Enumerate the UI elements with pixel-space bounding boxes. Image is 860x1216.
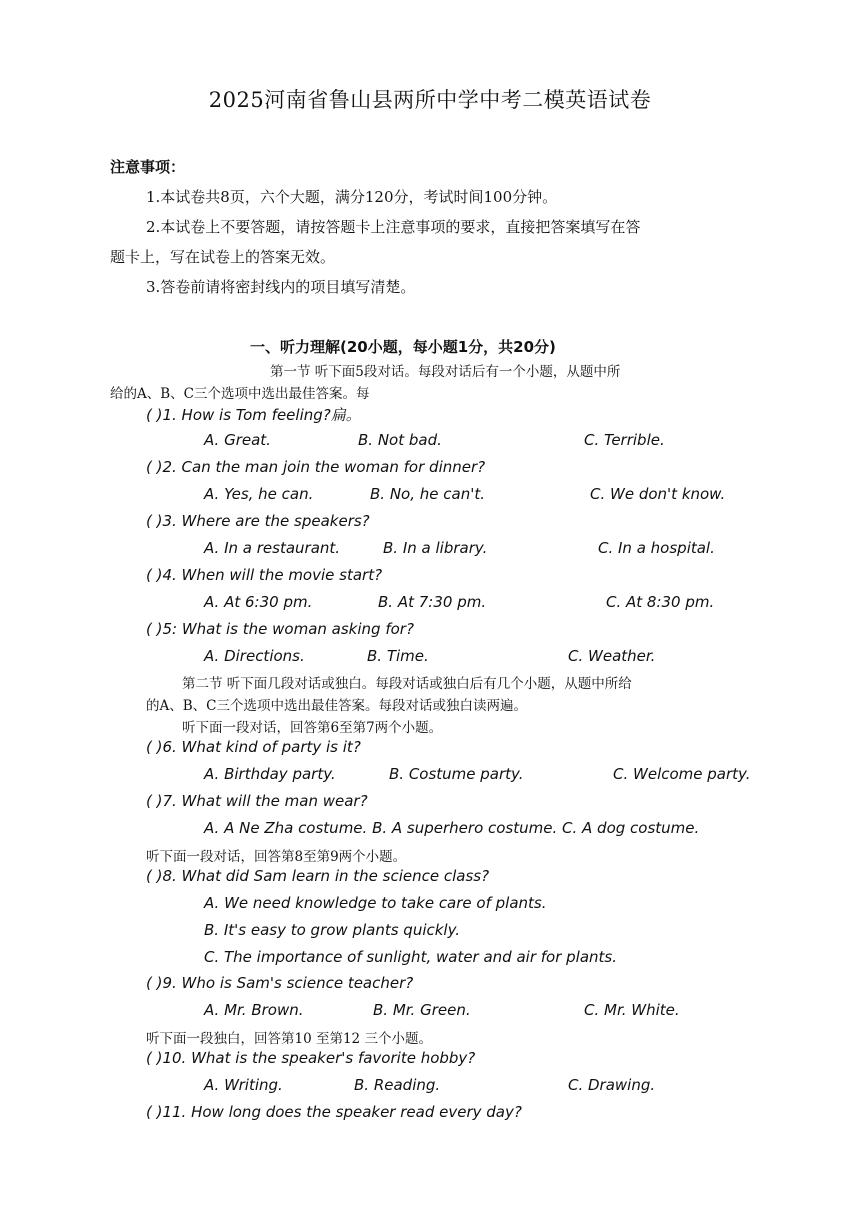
q4-option-a: A. At 6:30 pm. [204, 593, 313, 611]
q9-option-b: B. Mr. Green. [373, 1001, 471, 1019]
q3-option-b: B. In a library. [383, 539, 488, 557]
q10-option-c: C. Drawing. [568, 1076, 656, 1094]
question-10: ( )10. What is the speaker's favorite hobby? [146, 1049, 476, 1067]
q2-option-c: C. We don't know. [590, 485, 726, 503]
question-8: ( )8. What did Sam learn in the science class? [146, 867, 490, 885]
part1-instruction-cont: 给的A、B、C三个选项中选出最佳答案。每 [110, 386, 370, 402]
question-7: ( )7. What will the man wear? [146, 792, 368, 810]
q9-option-c: C. Mr. White. [584, 1001, 680, 1019]
q6-option-a: A. Birthday party. [204, 765, 336, 783]
q9-option-a: A. Mr. Brown. [204, 1001, 304, 1019]
question-5: ( )5: What is the woman asking for? [146, 620, 414, 638]
q2-option-a: A. Yes, he can. [204, 485, 314, 503]
q1-option-c: C. Terrible. [584, 431, 665, 449]
q5-option-a: A. Directions. [204, 647, 305, 665]
part2-instruction: 第二节 听下面几段对话或独白。每段对话或独白后有几个小题，从题中所给 [182, 676, 632, 692]
q10-option-a: A. Writing. [204, 1076, 283, 1094]
note-item-2: 2.本试卷上不要答题，请按答题卡上注意事项的要求，直接把答案填写在答 [146, 218, 641, 236]
part1-instruction: 第一节 听下面5段对话。每段对话后有一个小题，从题中所 [270, 364, 621, 380]
instruction-q8-9: 听下面一段对话，回答第8至第9两个小题。 [146, 849, 407, 865]
question-9: ( )9. Who is Sam's science teacher? [146, 974, 414, 992]
q7-options: A. A Ne Zha costume. B. A superhero costume. C. A dog costume. [204, 819, 700, 837]
page-title: 2025河南省鲁山县两所中学中考二模英语试卷 [208, 88, 652, 112]
q5-option-c: C. Weather. [568, 647, 656, 665]
q1-option-a: A. Great. [204, 431, 271, 449]
instruction-q10-12: 听下面一段独白，回答第10 至第12 三个小题。 [146, 1031, 432, 1047]
question-3: ( )3. Where are the speakers? [146, 512, 370, 530]
notes-heading: 注意事项： [110, 158, 186, 176]
question-1: ( )1. How is Tom feeling?扁。 [146, 406, 361, 424]
q6-option-b: B. Costume party. [389, 765, 524, 783]
q8-option-a: A. We need knowledge to take care of plants. [204, 894, 547, 912]
part2-instruction-cont: 的A、B、C三个选项中选出最佳答案。每段对话或独白读两遍。 [146, 698, 527, 714]
note-item-1: 1.本试卷共8页，六个大题，满分120分，考试时间100分钟。 [146, 188, 558, 206]
q4-option-c: C. At 8:30 pm. [606, 593, 715, 611]
question-6: ( )6. What kind of party is it? [146, 738, 361, 756]
instruction-q6-7: 听下面一段对话，回答第6至第7两个小题。 [182, 720, 443, 736]
q2-option-b: B. No, he can't. [370, 485, 485, 503]
question-11: ( )11. How long does the speaker read every day? [146, 1103, 522, 1121]
note-item-3: 3.答卷前请将密封线内的项目填写清楚。 [146, 278, 416, 296]
q3-option-c: C. In a hospital. [598, 539, 715, 557]
q8-option-c: C. The importance of sunlight, water and air for plants. [204, 948, 618, 966]
question-4: ( )4. When will the movie start? [146, 566, 383, 584]
q3-option-a: A. In a restaurant. [204, 539, 341, 557]
q6-option-c: C. Welcome party. [613, 765, 751, 783]
q10-option-b: B. Reading. [354, 1076, 441, 1094]
note-item-2-cont: 题卡上，写在试卷上的答案无效。 [110, 248, 336, 266]
q5-option-b: B. Time. [367, 647, 429, 665]
q4-option-b: B. At 7:30 pm. [378, 593, 487, 611]
question-2: ( )2. Can the man join the woman for dinner? [146, 458, 486, 476]
q1-option-b: B. Not bad. [358, 431, 442, 449]
q8-option-b: B. It's easy to grow plants quickly. [204, 921, 461, 939]
section-heading: 一、听力理解(20小题，每小题1分，共20分) [250, 338, 556, 356]
